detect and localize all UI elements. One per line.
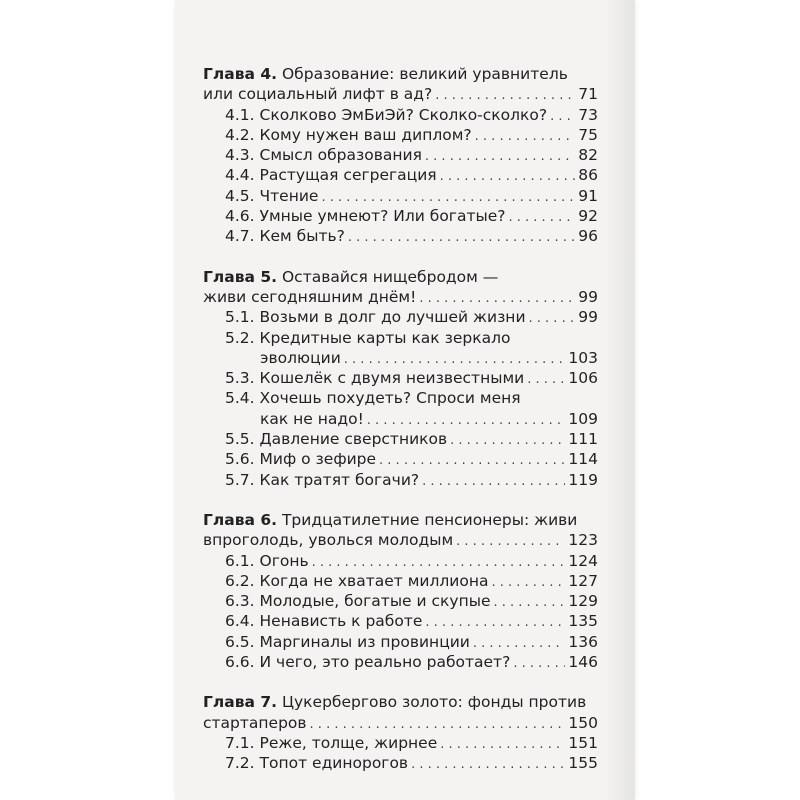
page-number: 123: [568, 531, 598, 550]
toc-entry-cont: как не надо! . . . 109: [203, 409, 598, 429]
chapter-heading-cont: [203, 530, 598, 550]
leader-dots: [310, 715, 566, 735]
page-number: 99: [578, 287, 598, 306]
leader-dots: [419, 289, 575, 309]
toc-entry: 5.3. Кошелёк с двумя неизвестными . . . 106: [203, 368, 598, 388]
toc-entry: 5.4. Хочешь похудеть? Спроси меня: [225, 389, 521, 408]
toc-entry-cont: эволюции . . . 103: [203, 348, 598, 368]
toc-entry: 4.4. Растущая сегрегация . . . 86: [203, 165, 598, 185]
chapter-title-cont: впроголодь, уволься молодым: [203, 531, 454, 550]
page-number: 71: [578, 85, 598, 104]
running-head-bleed: [215, 25, 455, 31]
toc-entry: 6.1. Огонь . . . 124: [203, 551, 598, 571]
toc-entry: 5.1. Возьми в долг до лучшей жизни . . . 99: [203, 307, 598, 327]
page-number: 150: [568, 713, 598, 732]
toc-entry: 6.5. Маргиналы из провинции . . . 136: [203, 632, 598, 652]
chapter-label: Глава 6.: [203, 510, 278, 529]
table-of-contents: [203, 64, 598, 774]
toc-entry: 7.1. Реже, толще, жирнее . . . 151: [203, 733, 598, 753]
chapter-title-cont: стартаперов: [203, 713, 307, 732]
chapter-label: Глава 5.: [203, 267, 278, 286]
chapter-heading-cont: [203, 713, 598, 733]
chapter-title: Цукербергово золото: фонды против: [281, 693, 587, 712]
chapter-heading: [203, 692, 598, 712]
toc-entry: 6.2. Когда не хватает миллиона . . . 127: [203, 571, 598, 591]
chapter-title: Образование: великий уравнитель: [281, 65, 568, 83]
leader-dots: [435, 86, 575, 106]
toc-entry: 5.2. Кредитные карты как зеркало: [225, 328, 511, 347]
toc-entry: 4.1. Сколково ЭмБиЭй? Сколко-сколко? . . . 73: [203, 105, 598, 125]
chapter-7: [203, 692, 598, 773]
toc-entry: 5.6. Миф о зефире . . . 114: [203, 449, 598, 469]
chapter-heading-cont: [203, 84, 598, 104]
toc-entry: 6.3. Молодые, богатые и скупые . . . 129: [203, 591, 598, 611]
chapter-5: [203, 267, 598, 490]
chapter-heading: [203, 510, 598, 530]
chapter-label: Глава 4.: [203, 65, 278, 83]
toc-entry: 4.7. Кем быть? . . . 96: [203, 226, 598, 246]
chapter-heading: [203, 267, 598, 287]
toc-entry: 5.7. Как тратят богачи? . . . 119: [203, 470, 598, 490]
chapter-title-cont: живи сегодняшним днём!: [203, 287, 417, 306]
toc-entry: 4.6. Умные умнеют? Или богатые? . . . 92: [203, 206, 598, 226]
chapter-heading: [203, 64, 598, 84]
toc-entry: 6.4. Ненависть к работе . . . 135: [203, 611, 598, 631]
toc-entry: 4.3. Смысл образования . . . 82: [203, 145, 598, 165]
chapter-label: Глава 7.: [203, 693, 278, 712]
toc-entry: 4.2. Кому нужен ваш диплом? . . . 75: [203, 125, 598, 145]
toc-entry: 6.6. И чего, это реально работает? . . . 146: [203, 652, 598, 672]
chapter-6: [203, 510, 598, 672]
toc-entry: 7.2. Топот единорогов . . . 155: [203, 753, 598, 773]
leader-dots: [456, 532, 565, 552]
chapter-title: Оставайся нищебродом —: [281, 267, 499, 286]
chapter-4: [203, 64, 598, 247]
toc-entry: 4.5. Чтение . . . 91: [203, 186, 598, 206]
chapter-title: Тридцатилетние пенсионеры: живи: [281, 510, 578, 529]
toc-entry: 5.5. Давление сверстников . . . 111: [203, 429, 598, 449]
chapter-heading-cont: [203, 287, 598, 307]
chapter-title-cont: или социальный лифт в ад?: [203, 85, 433, 104]
